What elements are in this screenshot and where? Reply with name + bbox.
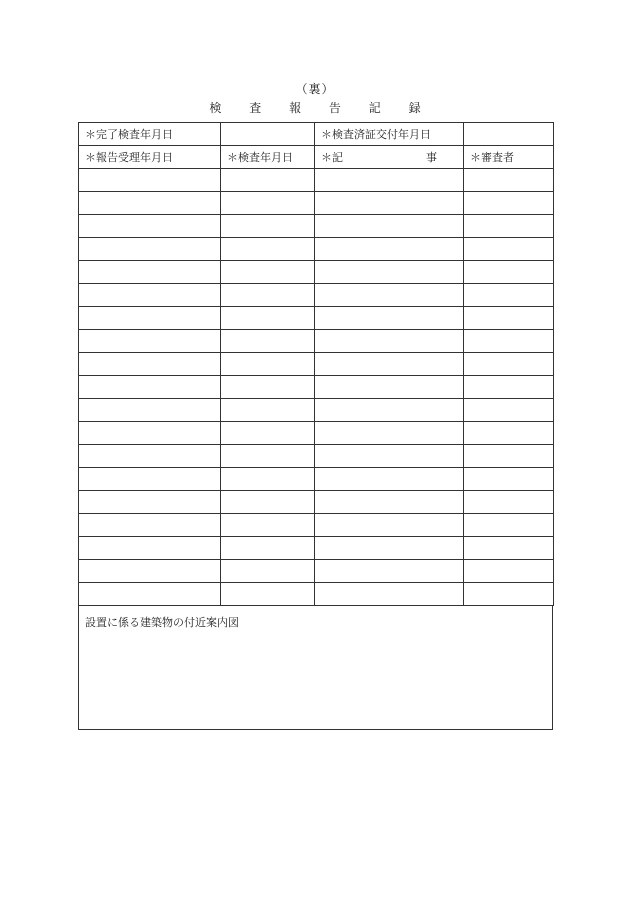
notes-cell[interactable] bbox=[315, 330, 464, 353]
reviewer-cell[interactable] bbox=[464, 537, 554, 560]
inspection-date-cell[interactable] bbox=[221, 445, 315, 468]
report-received-cell[interactable] bbox=[79, 261, 221, 284]
report-received-cell[interactable] bbox=[79, 491, 221, 514]
reviewer-cell[interactable] bbox=[464, 491, 554, 514]
table-row bbox=[79, 192, 554, 215]
table-row bbox=[79, 468, 554, 491]
reviewer-cell[interactable] bbox=[464, 353, 554, 376]
notes-cell[interactable] bbox=[315, 307, 464, 330]
notes-cell[interactable] bbox=[315, 192, 464, 215]
table-row bbox=[79, 514, 554, 537]
table-row bbox=[79, 238, 554, 261]
title-char: 報 bbox=[289, 101, 302, 115]
notes-cell[interactable] bbox=[315, 468, 464, 491]
report-received-cell[interactable] bbox=[79, 376, 221, 399]
reviewer-cell[interactable] bbox=[464, 215, 554, 238]
inspection-date-cell[interactable] bbox=[221, 330, 315, 353]
reviewer-cell[interactable] bbox=[464, 284, 554, 307]
notes-label-left: ＊記 bbox=[321, 151, 343, 164]
reviewer-cell[interactable] bbox=[464, 192, 554, 215]
report-received-cell[interactable] bbox=[79, 192, 221, 215]
reviewer-cell[interactable] bbox=[464, 583, 554, 606]
page-title bbox=[0, 99, 630, 116]
reviewer-cell[interactable] bbox=[464, 307, 554, 330]
notes-cell[interactable] bbox=[315, 491, 464, 514]
notes-cell[interactable] bbox=[315, 376, 464, 399]
title-char: 告 bbox=[328, 101, 341, 115]
report-received-cell[interactable] bbox=[79, 330, 221, 353]
notes-cell[interactable] bbox=[315, 261, 464, 284]
table-row bbox=[79, 560, 554, 583]
notes-cell[interactable] bbox=[315, 238, 464, 261]
table-row bbox=[79, 491, 554, 514]
inspection-record-table bbox=[78, 122, 554, 606]
notes-cell[interactable] bbox=[315, 169, 464, 192]
notes-cell[interactable] bbox=[315, 284, 464, 307]
certificate-date-field[interactable] bbox=[464, 123, 554, 146]
inspection-date-cell[interactable] bbox=[221, 468, 315, 491]
inspection-date-cell[interactable] bbox=[221, 192, 315, 215]
notes-label-right: 事 bbox=[426, 151, 437, 164]
table-row bbox=[79, 583, 554, 606]
notes-label bbox=[315, 146, 464, 169]
report-received-cell[interactable] bbox=[79, 284, 221, 307]
inspection-date-cell[interactable] bbox=[221, 560, 315, 583]
report-received-cell[interactable] bbox=[79, 422, 221, 445]
table-row bbox=[79, 330, 554, 353]
notes-cell[interactable] bbox=[315, 583, 464, 606]
title-char: 記 bbox=[368, 101, 381, 115]
table-row bbox=[79, 169, 554, 192]
table-row-header-2 bbox=[79, 146, 554, 169]
reviewer-cell[interactable] bbox=[464, 238, 554, 261]
report-received-cell[interactable] bbox=[79, 215, 221, 238]
inspection-date-cell[interactable] bbox=[221, 238, 315, 261]
title-char: 検 bbox=[209, 101, 222, 115]
inspection-date-cell[interactable] bbox=[221, 353, 315, 376]
reviewer-label: ＊審査者 bbox=[464, 146, 554, 169]
notes-cell[interactable] bbox=[315, 560, 464, 583]
reviewer-cell[interactable] bbox=[464, 445, 554, 468]
report-received-cell[interactable] bbox=[79, 537, 221, 560]
completion-date-label: ＊完了検査年月日 bbox=[79, 123, 221, 146]
title-char: 録 bbox=[408, 101, 421, 115]
inspection-date-cell[interactable] bbox=[221, 537, 315, 560]
inspection-date-cell[interactable] bbox=[221, 422, 315, 445]
report-received-cell[interactable] bbox=[79, 169, 221, 192]
reviewer-cell[interactable] bbox=[464, 169, 554, 192]
report-received-cell[interactable] bbox=[79, 399, 221, 422]
table-row bbox=[79, 422, 554, 445]
table-row-header-1 bbox=[79, 123, 554, 146]
vicinity-map-label: 設置に係る建築物の付近案内図 bbox=[85, 616, 239, 629]
reviewer-cell[interactable] bbox=[464, 399, 554, 422]
inspection-date-cell[interactable] bbox=[221, 261, 315, 284]
report-received-cell[interactable] bbox=[79, 238, 221, 261]
inspection-date-cell[interactable] bbox=[221, 284, 315, 307]
inspection-date-cell[interactable] bbox=[221, 514, 315, 537]
table-row bbox=[79, 376, 554, 399]
reviewer-cell[interactable] bbox=[464, 376, 554, 399]
table-row bbox=[79, 284, 554, 307]
reviewer-cell[interactable] bbox=[464, 468, 554, 491]
report-received-cell[interactable] bbox=[79, 353, 221, 376]
report-received-cell[interactable] bbox=[79, 468, 221, 491]
side-label: （裏） bbox=[295, 82, 335, 96]
inspection-date-cell[interactable] bbox=[221, 307, 315, 330]
report-received-label: ＊報告受理年月日 bbox=[79, 146, 221, 169]
table-row bbox=[79, 537, 554, 560]
table-row bbox=[79, 353, 554, 376]
table-row bbox=[79, 445, 554, 468]
report-received-cell[interactable] bbox=[79, 583, 221, 606]
table-row bbox=[79, 261, 554, 284]
notes-cell[interactable] bbox=[315, 215, 464, 238]
inspection-date-cell[interactable] bbox=[221, 215, 315, 238]
inspection-date-label: ＊検査年月日 bbox=[221, 146, 315, 169]
reviewer-cell[interactable] bbox=[464, 422, 554, 445]
vicinity-map-area[interactable] bbox=[78, 606, 553, 730]
notes-cell[interactable] bbox=[315, 445, 464, 468]
table-row bbox=[79, 215, 554, 238]
report-received-cell[interactable] bbox=[79, 445, 221, 468]
inspection-date-cell[interactable] bbox=[221, 399, 315, 422]
inspection-date-cell[interactable] bbox=[221, 491, 315, 514]
notes-cell[interactable] bbox=[315, 422, 464, 445]
inspection-date-cell[interactable] bbox=[221, 583, 315, 606]
table-row bbox=[79, 307, 554, 330]
reviewer-cell[interactable] bbox=[464, 560, 554, 583]
reviewer-cell[interactable] bbox=[464, 330, 554, 353]
report-received-cell[interactable] bbox=[79, 560, 221, 583]
notes-cell[interactable] bbox=[315, 353, 464, 376]
inspection-date-cell[interactable] bbox=[221, 376, 315, 399]
report-received-cell[interactable] bbox=[79, 514, 221, 537]
notes-cell[interactable] bbox=[315, 399, 464, 422]
reviewer-cell[interactable] bbox=[464, 261, 554, 284]
title-char: 査 bbox=[249, 101, 262, 115]
certificate-date-label: ＊検査済証交付年月日 bbox=[315, 123, 464, 146]
table-row bbox=[79, 399, 554, 422]
inspection-date-cell[interactable] bbox=[221, 169, 315, 192]
notes-cell[interactable] bbox=[315, 537, 464, 560]
notes-cell[interactable] bbox=[315, 514, 464, 537]
report-received-cell[interactable] bbox=[79, 307, 221, 330]
completion-date-field[interactable] bbox=[221, 123, 315, 146]
reviewer-cell[interactable] bbox=[464, 514, 554, 537]
